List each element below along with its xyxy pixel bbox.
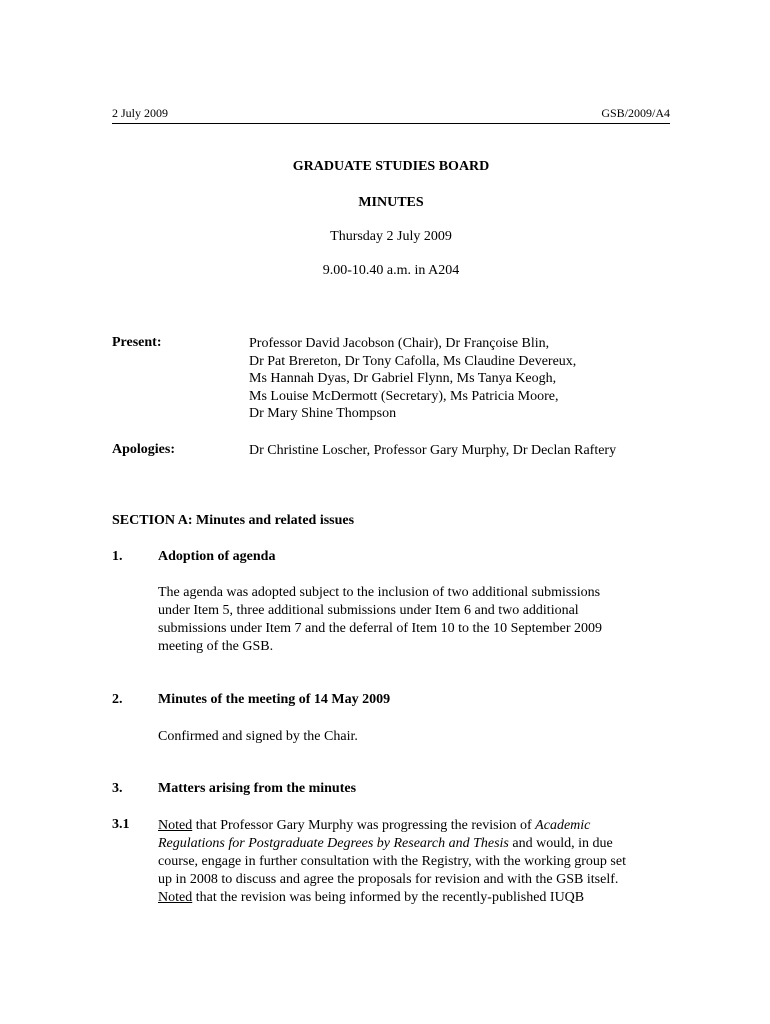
present-line: Professor David Jacobson (Chair), Dr Françoise Blin, — [249, 336, 550, 351]
body-line — [158, 835, 670, 853]
present-line: Dr Pat Brereton, Dr Tony Cafolla, Ms Claudine Devereux, — [249, 353, 577, 369]
item-2-body: Confirmed and signed by the Chair. — [158, 729, 358, 744]
subitem-number: 3.1 — [112, 817, 130, 832]
item-number: 3. — [112, 781, 123, 796]
body-line: up in 2008 to discuss and agree the proposals for revision and with the GSB itself. — [158, 872, 619, 887]
item-number: 2. — [112, 692, 123, 707]
present-line: Dr Mary Shine Thompson — [249, 406, 397, 421]
present-list — [249, 335, 669, 423]
text-run: and would, in due — [508, 836, 613, 851]
body-line: meeting of the GSB. — [158, 639, 274, 654]
body-line: submissions under Item 7 and the deferral of Item 10 to the 10 September 2009 — [158, 621, 603, 636]
subitem-3-1-body — [158, 817, 670, 907]
body-line — [158, 889, 670, 907]
item-number: 1. — [112, 549, 123, 564]
body-line: The agenda was adopted subject to the inclusion of two additional submissions — [158, 585, 601, 600]
apologies-label: Apologies: — [112, 442, 175, 457]
board-title: GRADUATE STUDIES BOARD — [292, 159, 490, 174]
present-line: Ms Louise McDermott (Secretary), Ms Patricia Moore, — [249, 388, 559, 404]
page-header — [112, 106, 670, 124]
present-line: Ms Hannah Dyas, Dr Gabriel Flynn, Ms Tanya Keogh, — [249, 371, 557, 386]
minutes-title: MINUTES — [358, 195, 424, 210]
apologies-list: Dr Christine Loscher, Professor Gary Murphy, Dr Declan Raftery — [249, 443, 617, 458]
noted-underline: Noted — [158, 890, 193, 905]
header-date: 2 July 2009 — [112, 106, 169, 120]
body-line: under Item 5, three additional submissions under Item 6 and two additional — [158, 603, 579, 618]
item-1-body — [158, 584, 670, 656]
noted-underline: Noted — [158, 818, 193, 833]
meeting-day: Thursday 2 July 2009 — [330, 229, 452, 244]
meeting-time-place: 9.00-10.40 a.m. in A204 — [322, 263, 460, 278]
italic-title: Academic — [535, 818, 591, 833]
text-run: that Professor Gary Murphy was progressing the revision of — [192, 818, 536, 833]
section-a-heading: SECTION A: Minutes and related issues — [112, 513, 355, 528]
item-title: Matters arising from the minutes — [158, 781, 357, 796]
text-run: that the revision was being informed by the recently-published IUQB — [192, 890, 585, 905]
item-title: Minutes of the meeting of 14 May 2009 — [158, 692, 391, 707]
italic-title: Regulations for Postgraduate Degrees by Research and Thesis — [158, 836, 509, 851]
item-title: Adoption of agenda — [158, 549, 276, 564]
header-reference: GSB/2009/A4 — [601, 106, 670, 120]
body-line: course, engage in further consultation with the Registry, with the working group set — [158, 854, 626, 869]
present-label: Present: — [112, 335, 162, 350]
body-line — [158, 817, 670, 835]
